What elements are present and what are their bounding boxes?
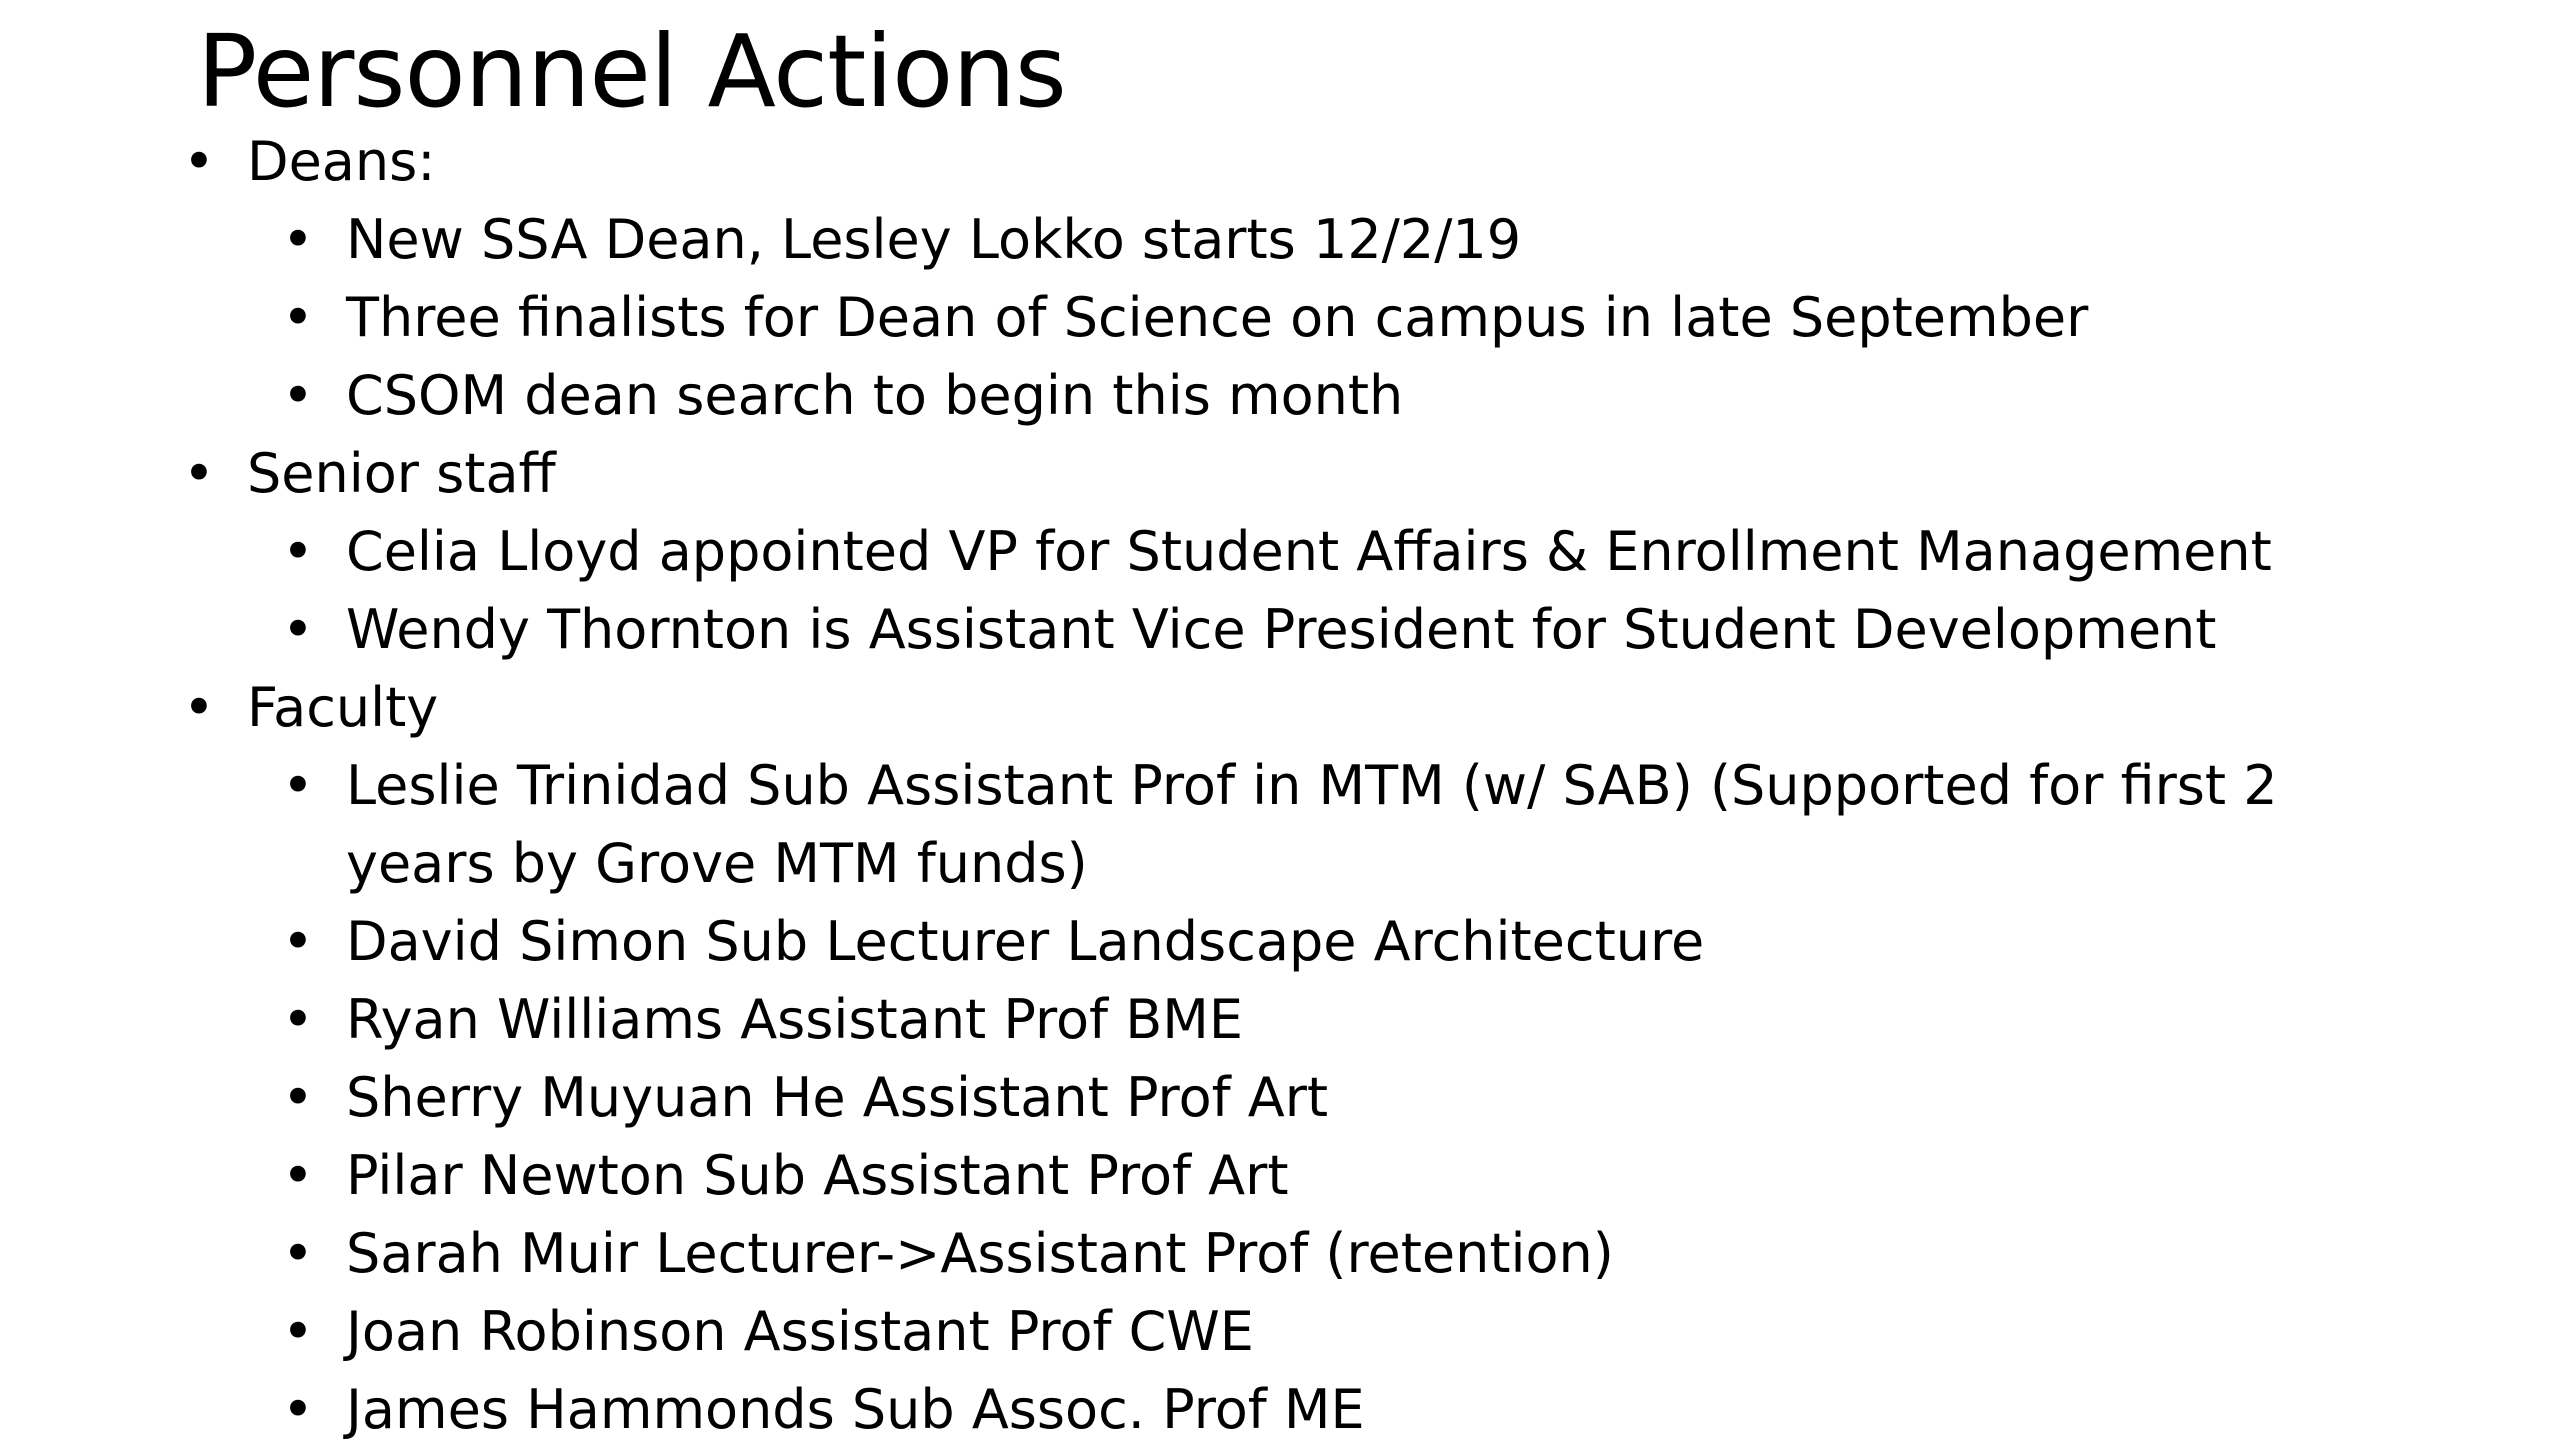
list-item-text: David Simon Sub Lecturer Landscape Architecture — [346, 910, 1705, 973]
section-heading-senior-staff: Senior staff — [247, 442, 556, 505]
bullet-icon: • — [183, 130, 215, 193]
bullet-icon: • — [282, 1144, 314, 1207]
list-item-text: Wendy Thornton is Assistant Vice President for Student Development — [346, 598, 2217, 661]
bullet-icon: • — [282, 1378, 314, 1441]
bullet-icon: • — [282, 1066, 314, 1129]
list-item-text: James Hammonds Sub Assoc. Prof ME — [346, 1378, 1365, 1441]
bullet-icon: • — [282, 910, 314, 973]
bullet-icon: • — [282, 208, 314, 271]
list-item-text: Sarah Muir Lecturer->Assistant Prof (retention) — [346, 1222, 1614, 1285]
list-item-text: Ryan Williams Assistant Prof BME — [346, 988, 1243, 1051]
list-item-text: Three finalists for Dean of Science on campus in late September — [346, 286, 2089, 349]
section-heading-faculty: Faculty — [247, 676, 439, 739]
bullet-icon: • — [282, 1222, 314, 1285]
section-heading-deans: Deans: — [247, 130, 436, 193]
bullet-icon: • — [282, 520, 314, 583]
bullet-icon: • — [282, 988, 314, 1051]
list-item-text: Sherry Muyuan He Assistant Prof Art — [346, 1066, 1329, 1129]
list-item-text: Leslie Trinidad Sub Assistant Prof in MTM (w/ SAB) (Supported for first 2 — [346, 754, 2278, 817]
list-item-text: New SSA Dean, Lesley Lokko starts 12/2/19 — [346, 208, 1522, 271]
list-item-text: Celia Lloyd appointed VP for Student Affairs & Enrollment Management — [346, 520, 2272, 583]
list-item-text: Joan Robinson Assistant Prof CWE — [346, 1300, 1254, 1363]
list-item-text: years by Grove MTM funds) — [346, 832, 1088, 895]
bullet-icon: • — [183, 676, 215, 739]
bullet-icon: • — [282, 1300, 314, 1363]
bullet-icon: • — [282, 754, 314, 817]
slide-title: Personnel Actions — [197, 13, 1066, 130]
bullet-icon: • — [282, 364, 314, 427]
bullet-icon: • — [282, 598, 314, 661]
list-item-text: CSOM dean search to begin this month — [346, 364, 1404, 427]
bullet-icon: • — [282, 286, 314, 349]
bullet-icon: • — [183, 442, 215, 505]
list-item-text: Pilar Newton Sub Assistant Prof Art — [346, 1144, 1289, 1207]
